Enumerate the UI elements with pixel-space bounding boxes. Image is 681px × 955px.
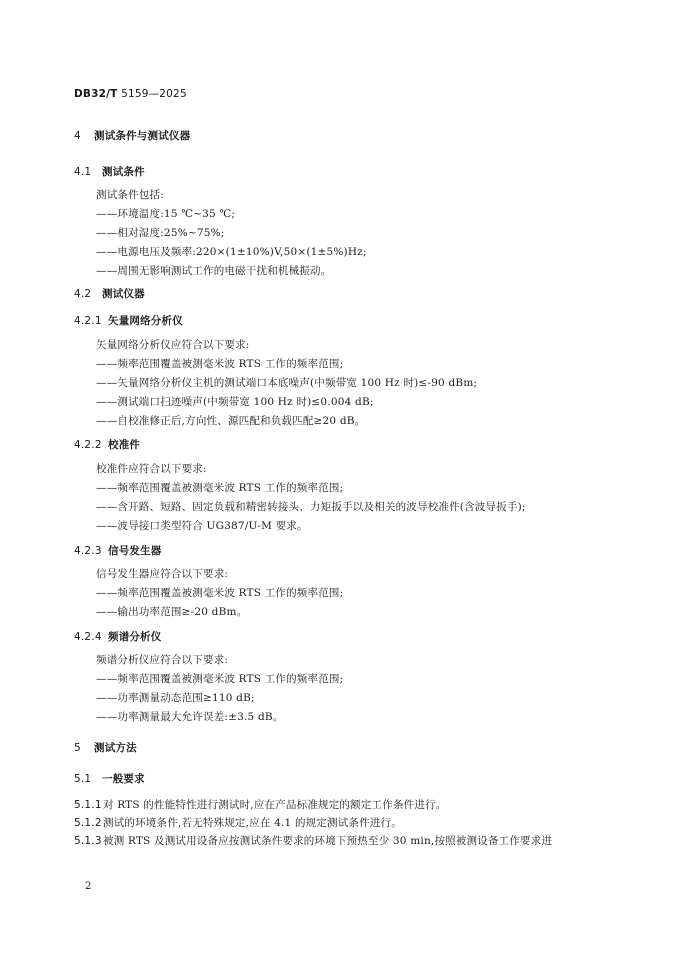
clause-heading-4-2-4	[74, 631, 162, 644]
section-title: 测试方法	[94, 742, 137, 754]
list-item: ——相对湿度:25%~75%;	[96, 227, 225, 239]
subsection-heading-4-2	[74, 288, 145, 301]
clause-number: 4.2.2	[74, 439, 102, 451]
standard-code	[74, 88, 187, 101]
clause-heading-4-2-1	[74, 315, 183, 328]
list-item: ——电源电压及频率:220×(1±10%)V,50×(1±5%)Hz;	[96, 246, 367, 258]
subsection-number: 4.1	[74, 166, 92, 178]
clause-number: 5.1.1	[74, 799, 102, 811]
list-item: ——功率测量最大允许误差:±3.5 dB。	[96, 711, 284, 723]
subsection-number: 5.1	[74, 773, 92, 785]
section-number: 4	[74, 130, 81, 142]
paragraph-intro: 校准件应符合以下要求:	[96, 463, 207, 475]
section-number: 5	[74, 742, 81, 754]
clause-title: 频谱分析仪	[108, 631, 162, 643]
section-heading-5	[74, 742, 137, 755]
subsection-title: 一般要求	[102, 773, 145, 785]
list-item: ——频率范围覆盖被测毫米波 RTS 工作的频率范围;	[96, 587, 344, 599]
list-item: ——自校准修正后,方向性、源匹配和负载匹配≥20 dB。	[96, 415, 366, 427]
clause-heading-4-2-3	[74, 545, 162, 558]
subsection-number: 4.2	[74, 288, 92, 300]
clause-number: 4.2.1	[74, 315, 102, 327]
clause-heading-4-2-2	[74, 439, 140, 452]
list-item: ——测试端口扫迹噪声(中频带宽 100 Hz 时)≤0.004 dB;	[96, 396, 374, 408]
list-item: ——输出功率范围≥-20 dBm。	[96, 606, 248, 618]
subsection-heading-4-1	[74, 166, 145, 179]
clause-title: 信号发生器	[108, 545, 162, 557]
clause-text: 对 RTS 的性能特性进行测试时,应在产品标准规定的额定工作条件进行。	[103, 799, 447, 811]
list-item: ——波导接口类型符合 UG387/U-M 要求。	[96, 520, 308, 532]
section-heading-4	[74, 130, 190, 143]
paragraph-intro: 矢量网络分析仪应符合以下要求:	[96, 339, 250, 351]
clause-title: 矢量网络分析仪	[108, 315, 183, 327]
paragraph-intro: 信号发生器应符合以下要求:	[96, 568, 229, 580]
clause-5-1-1	[74, 799, 446, 812]
list-item: ——频率范围覆盖被测毫米波 RTS 工作的频率范围;	[96, 358, 344, 370]
subsection-heading-5-1	[74, 773, 145, 786]
clause-5-1-3	[74, 835, 552, 848]
paragraph-intro: 频谱分析仪应符合以下要求:	[96, 654, 229, 666]
list-item: ——功率测量动态范围≥110 dB;	[96, 692, 255, 704]
clause-text: 测试的环境条件,若无特殊规定,应在 4.1 的规定测试条件进行。	[103, 817, 402, 829]
section-title: 测试条件与测试仪器	[94, 130, 191, 142]
clause-number: 4.2.3	[74, 545, 102, 557]
subsection-title: 测试仪器	[102, 288, 145, 300]
standard-prefix: DB32/T	[74, 88, 118, 100]
list-item: ——矢量网络分析仪主机的测试端口本底噪声(中频带宽 100 Hz 时)≤-90 dBm;	[96, 377, 478, 389]
list-item: ——环境温度:15 ℃~35 ℃;	[96, 208, 236, 220]
clause-text: 被测 RTS 及测试用设备应按测试条件要求的环境下预热至少 30 min,按照被测设备工作要求进	[103, 835, 553, 847]
standard-number: 5159—2025	[121, 88, 187, 100]
clause-number: 5.1.2	[74, 817, 102, 829]
list-item: ——频率范围覆盖被测毫米波 RTS 工作的频率范围;	[96, 482, 344, 494]
list-item: ——含开路、短路、固定负载和精密转接头、力矩扳手以及相关的波导校准件(含波导扳手);	[96, 501, 526, 513]
subsection-title: 测试条件	[102, 166, 145, 178]
list-item: ——频率范围覆盖被测毫米波 RTS 工作的频率范围;	[96, 673, 344, 685]
list-item: ——周围无影响测试工作的电磁干扰和机械振动。	[96, 265, 332, 277]
clause-5-1-2	[74, 817, 402, 830]
clause-number: 4.2.4	[74, 631, 102, 643]
clause-number: 5.1.3	[74, 835, 102, 847]
clause-title: 校准件	[108, 439, 141, 451]
paragraph-intro: 测试条件包括:	[96, 189, 164, 201]
page-number: 2	[85, 881, 92, 892]
